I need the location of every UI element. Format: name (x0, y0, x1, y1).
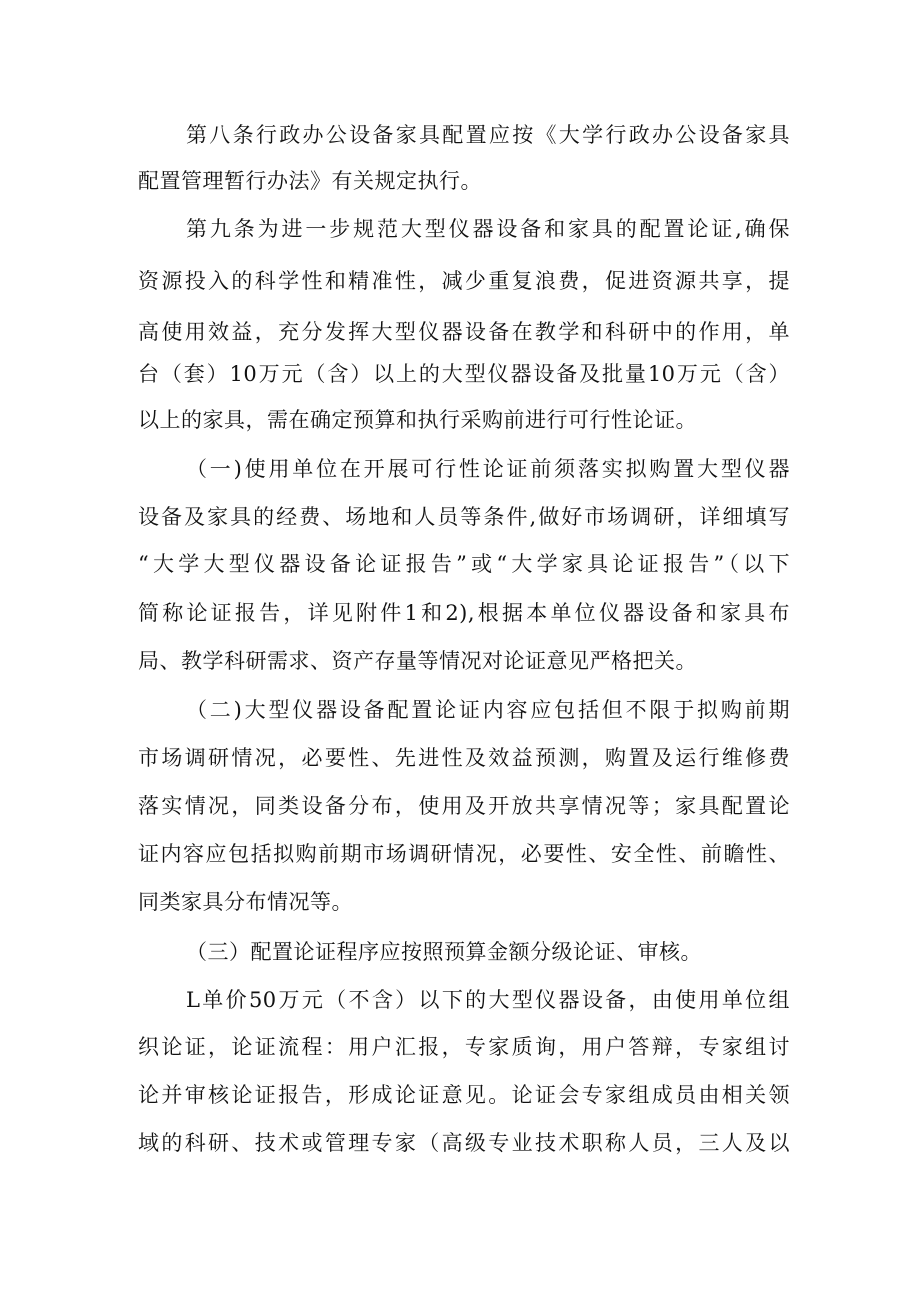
text-line: 简称论证报告，详见附件1和2),根据本单位仪器设备和家具布 (138, 601, 790, 625)
text-line: L单价50万元（不含）以下的大型仪器设备，由使用单位组 (186, 988, 790, 1012)
text-line: 第九条为进一步规范大型仪器设备和家具的配置论证,确保 (186, 217, 790, 241)
text-line: （三）配置论证程序应按照预算金额分级论证、审核。 (186, 940, 702, 964)
text-line: 配置管理暂行办法》有关规定执行。 (138, 169, 482, 193)
text-line: 域的科研、技术或管理专家（高级专业技术职称人员，三人及以 (138, 1131, 790, 1155)
text-line: 设备及家具的经费、场地和人员等条件,做好市场调研，详细填写 (138, 505, 790, 529)
text-line: 市场调研情况，必要性、先进性及效益预测，购置及运行维修费 (138, 746, 790, 770)
text-line: 以上的家具，需在确定预算和执行采购前进行可行性论证。 (138, 408, 697, 432)
text-line: 织论证，论证流程：用户汇报，专家质询，用户答辩，专家组讨 (138, 1035, 790, 1059)
text-line: 落实情况，同类设备分布，使用及开放共享情况等；家具配置论 (138, 794, 790, 818)
text-line: 同类家具分布情况等。 (138, 890, 353, 914)
text-line: 资源投入的科学性和精准性，减少重复浪费，促进资源共享，提 (138, 269, 790, 293)
text-line: （二)大型仪器设备配置论证内容应包括但不限于拟购前期 (186, 698, 790, 722)
text-line: 台（套）10万元（含）以上的大型仪器设备及批量10万元（含） (138, 362, 790, 386)
text-line: 高使用效益，充分发挥大型仪器设备在教学和科研中的作用，单 (138, 320, 790, 344)
text-line: 第八条行政办公设备家具配置应按《大学行政办公设备家具 (186, 123, 790, 147)
text-line: 证内容应包括拟购前期市场调研情况，必要性、安全性、前瞻性、 (138, 842, 790, 866)
text-line: 局、教学科研需求、资产存量等情况对论证意见严格把关。 (138, 649, 697, 673)
text-line: “大学大型仪器设备论证报告”或“大学家具论证报告”（以下 (138, 552, 790, 576)
text-line: （一)使用单位在开展可行性论证前须落实拟购置大型仪器 (186, 457, 790, 481)
text-line: 论并审核论证报告，形成论证意见。论证会专家组成员由相关领 (138, 1083, 790, 1107)
